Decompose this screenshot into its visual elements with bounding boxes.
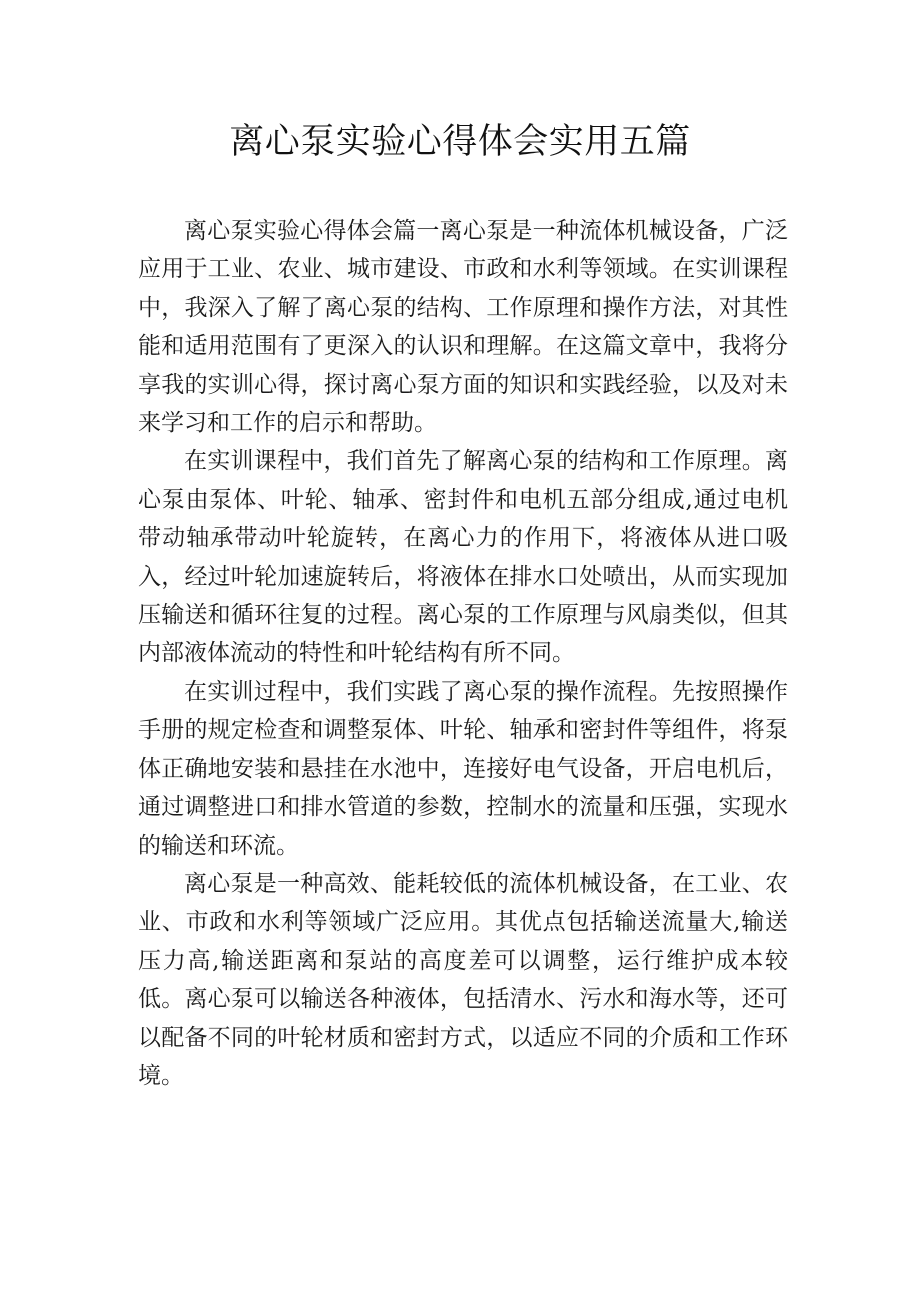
paragraph-2: 在实训课程中，我们首先了解离心泵的结构和工作原理。离心泵由泵体、叶轮、轴承、密封件和电机五部分组成,通过电机带动轴承带动叶轮旋转，在离心力的作用下，将液体从进口吸入，经过叶轮加速旋转后，将液体在排水口处喷出，从而实现加压输送和循环往复的过程。离心泵的工作原理与风扇类似，但其内部液体流动的特性和叶轮结构有所不同。 — [138, 448, 788, 667]
paragraph-4: 离心泵是一种高效、能耗较低的流体机械设备，在工业、农业、市政和水利等领域广泛应用。其优点包括输送流量大,输送压力高,输送距离和泵站的高度差可以调整，运行维护成本较低。离心泵可以输送各种液体，包括清水、污水和海水等，还可以配备不同的叶轮材质和密封方式，以适应不同的介质和工作环境。 — [138, 870, 788, 1089]
paragraph-3: 在实训过程中，我们实践了离心泵的操作流程。先按照操作手册的规定检查和调整泵体、叶轮、轴承和密封件等组件，将泵体正确地安装和悬挂在水池中，连接好电气设备，开启电机后，通过调整进口和排水管道的参数，控制水的流量和压强，实现水的输送和环流。 — [138, 678, 788, 859]
document-body — [138, 212, 788, 1095]
paragraph-1: 离心泵实验心得体会篇一离心泵是一种流体机械设备，广泛应用于工业、农业、城市建设、市政和水利等领域。在实训课程中，我深入了解了离心泵的结构、工作原理和操作方法，对其性能和适用范围有了更深入的认识和理解。在这篇文章中，我将分享我的实训心得，探讨离心泵方面的知识和实践经验，以及对未来学习和工作的启示和帮助。 — [138, 218, 788, 437]
document-title: 离心泵实验心得体会实用五篇 — [229, 122, 691, 162]
